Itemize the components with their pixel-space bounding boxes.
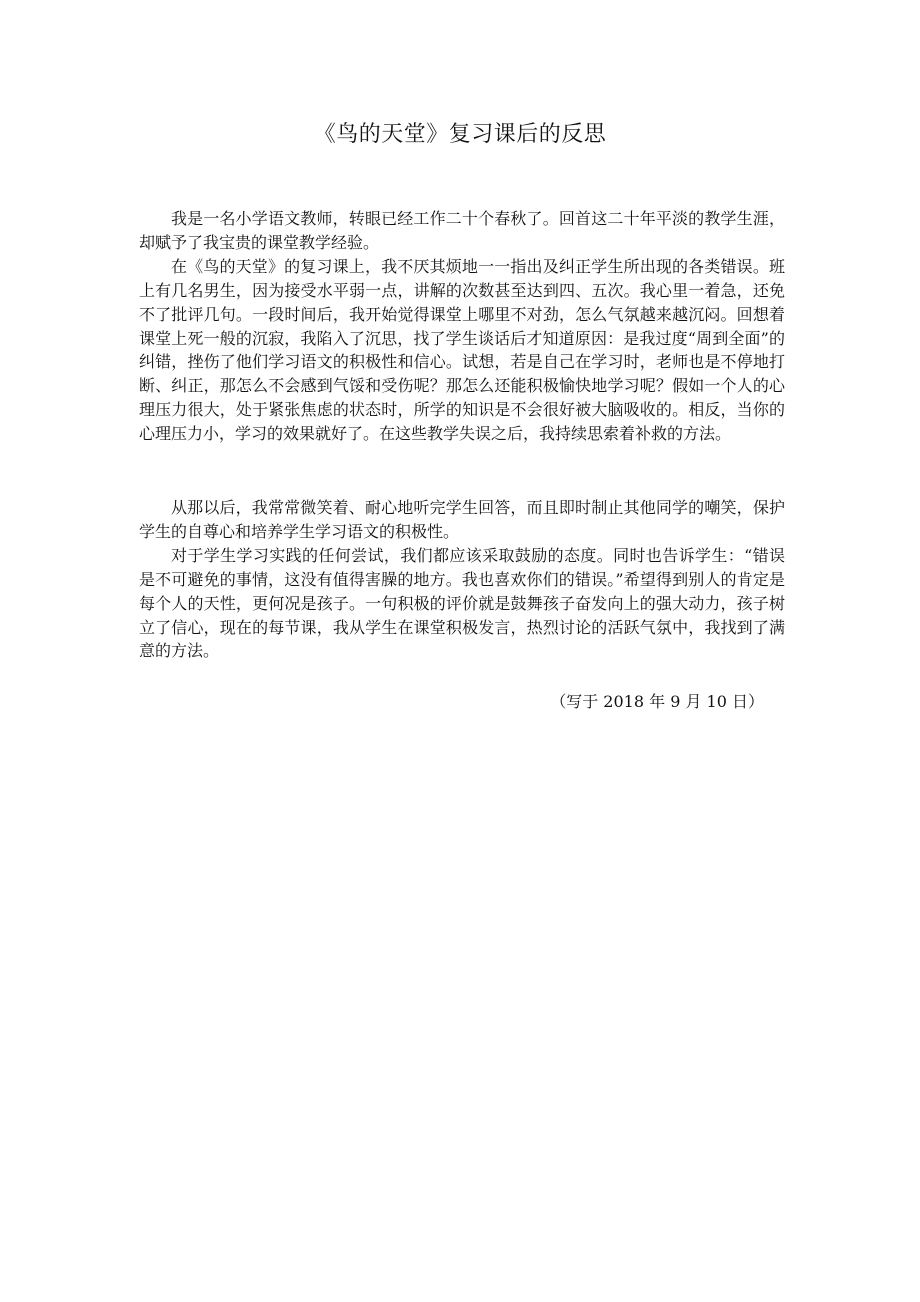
- paragraph-after-change: 从那以后，我常常微笑着、耐心地听完学生回答，而且即时制止其他同学的嘲笑，保护学生的自尊心和培养学生学习语文的积极性。: [139, 498, 785, 541]
- body-section-2: [139, 496, 785, 663]
- document-title: 《鸟的天堂》复习课后的反思: [313, 122, 607, 147]
- paragraph-intro: 我是一名小学语文教师，转眼已经工作二十个春秋了。回首这二十年平淡的教学生涯，却赋予了我宝贵的课堂教学经验。: [139, 209, 785, 252]
- paragraph-encouragement: 对于学生学习实践的任何尝试，我们都应该采取鼓励的态度。同时也告诉学生：“错误是不可避免的事情，这没有值得害臊的地方。我也喜欢你们的错误。”希望得到别人的肯定是每个人的天性，更何况是孩子。一句积极的评价就是鼓舞孩子奋发向上的强大动力，孩子树立了信心，现在的每节课，我从学生在课堂积极发言，热烈讨论的活跃气氛中，我找到了满意的方法。: [139, 545, 785, 661]
- body-section-1: [139, 207, 785, 446]
- paragraph-review-class: 在《鸟的天堂》的复习课上，我不厌其烦地一一指出及纠正学生所出现的各类错误。班上有几名男生，因为接受水平弱一点，讲解的次数甚至达到四、五次。我心里一着急，还免不了批评几句。一段时间后，我开始觉得课堂上哪里不对劲，怎么气氛越来越沉闷。回想着课堂上死一般的沉寂，我陷入了沉思，找了学生谈话后才知道原因：是我过度“周到全面”的纠错，挫伤了他们学习语文的积极性和信心。试想，若是自己在学习时，老师也是不停地打断、纠正，那怎么不会感到气馁和受伤呢？那怎么还能积极愉快地学习呢？假如一个人的心理压力很大，处于紧张焦虑的状态时，所学的知识是不会很好被大脑吸收的。相反，当你的心理压力小，学习的效果就好了。在这些教学失误之后，我持续思索着补救的方法。: [139, 256, 785, 444]
- date-signature: （写于 2018 年 9 月 10 日）: [550, 692, 764, 711]
